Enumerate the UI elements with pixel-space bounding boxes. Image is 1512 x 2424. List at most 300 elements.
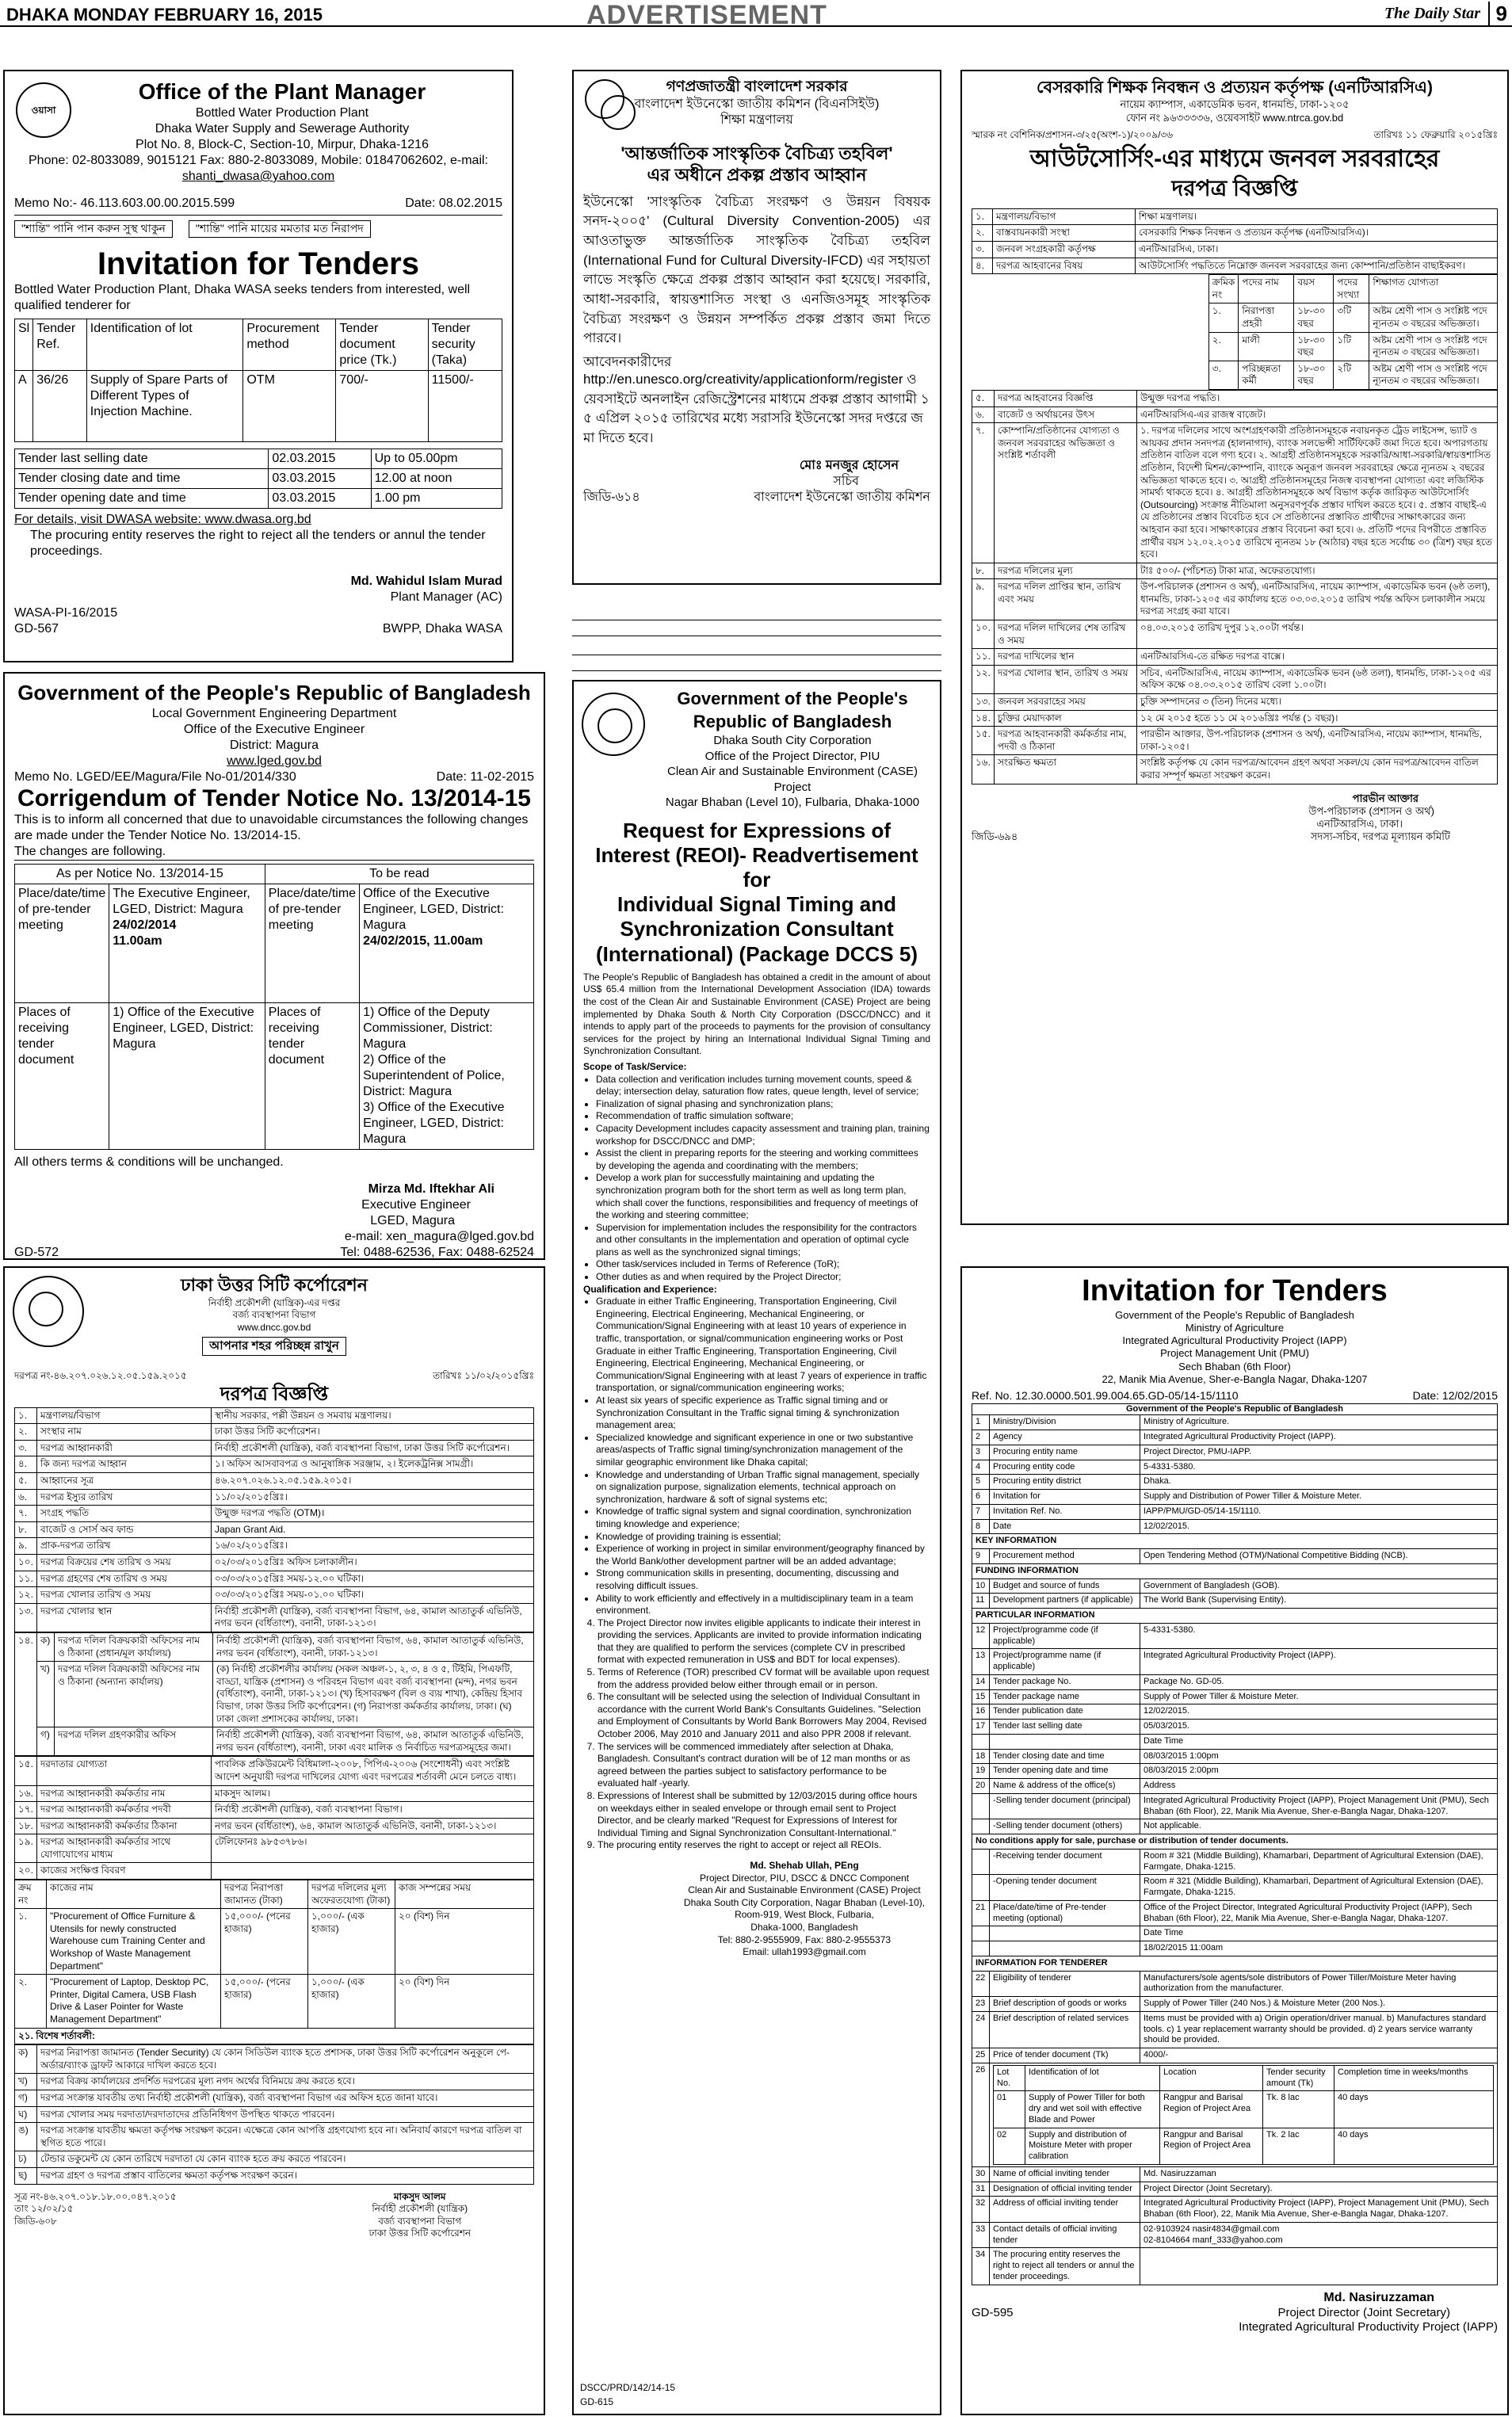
dncc-gd: জিডি-৬০৮ xyxy=(14,2215,57,2227)
table-cell: ৫. xyxy=(972,390,995,407)
table-row xyxy=(15,1603,534,1632)
table-cell: এনটিআরসিএ-এর রাজস্ব বাজেট। xyxy=(1136,407,1497,423)
table-row xyxy=(972,1504,1498,1519)
table-cell: Package No. GD-05. xyxy=(1140,1674,1498,1689)
ntrca-posts xyxy=(1208,274,1498,390)
table-cell: দরপত্র দাখিলের স্থান xyxy=(994,649,1136,666)
table-cell: ১৫,০০০/- (পনের হাজার) xyxy=(221,1975,308,2028)
table-cell xyxy=(212,1863,534,1880)
table-cell: 23 xyxy=(972,1997,990,2012)
table-row xyxy=(972,1704,1498,1720)
table-row xyxy=(972,2063,1498,2166)
table-cell: Project/programme code (if applicable) xyxy=(990,1623,1140,1649)
table-row xyxy=(15,1521,534,1538)
table-cell: Address xyxy=(1140,1779,1498,1794)
unesco-signer: মোঃ মনজুর হোসেন xyxy=(799,458,899,472)
table-cell: 32 xyxy=(972,2197,990,2223)
table-cell: ১. xyxy=(1208,303,1239,332)
ntrca-signer: পারভীন আক্তার xyxy=(1352,792,1418,804)
table-cell: ক্রমিক নং xyxy=(1208,275,1239,303)
table-cell: Not applicable. xyxy=(1140,1819,1498,1834)
table-cell: 34 xyxy=(972,2248,990,2285)
wasa-slogan: "শান্তি" পানি পান করুন সুস্থ থাকুন xyxy=(14,220,173,238)
dncc-heading: দরপত্র বিজ্ঞপ্তি xyxy=(220,1384,329,1406)
page-number: 9 xyxy=(1488,2,1507,26)
table-row xyxy=(972,2011,1498,2048)
dscc-gd: GD-615 xyxy=(580,2396,614,2408)
ntrca-gd: জিডি-৬৯৪ xyxy=(972,830,1018,843)
table-cell: নির্বাহী প্রকৌশলী (যান্ত্রিক), বর্জ্য ব্যবস্থাপনা বিভাগ, ঢাকা উত্তর সিটি কর্পোরেশন। xyxy=(212,1440,534,1456)
table-cell: ১৬/০২/২০১৫খ্রিঃ। xyxy=(212,1538,534,1555)
table-cell: ৮. xyxy=(15,1521,37,1538)
table-row xyxy=(15,1506,534,1522)
lged-gd: GD-572 xyxy=(14,1246,59,1259)
dscc-signer-city: Dhaka-1000, Bangladesh xyxy=(750,1921,858,1933)
table-cell: কোম্পানি/প্রতিষ্ঠানের যোগ্যতা ও জনবল সরবরাহের অভিজ্ঞতা ও সংশ্লিষ্ট শর্তাবলী xyxy=(994,423,1136,563)
table-cell: আউটসোর্সিং পদ্ধতিতে নিম্নোক্ত জনবল সরবরাহের জন্য কোম্পানি/প্রতিষ্ঠান বাছাইকরণ। xyxy=(1136,258,1498,274)
table-cell: Project Director (Joint Secretary). xyxy=(1140,2182,1498,2197)
dscc-signer-email[interactable]: Email: ullah1993@gmail.com xyxy=(743,1946,866,1958)
wasa-line: Plot No. 8, Block-C, Section-10, Mirpur, Dhaka-1216 xyxy=(136,138,429,151)
table-row xyxy=(15,2167,534,2184)
dncc-signer: মাকসুদ আলম xyxy=(393,2190,446,2202)
table-cell: ১৩. xyxy=(15,1603,37,1632)
table-row xyxy=(15,1587,534,1604)
table-cell: পাবলিক প্রকিউরমেন্ট বিধিমালা-২০০৮, পিপিএ-২০০৬ (সংশোধনী) এবং সংশ্লিষ্ট আদেশ অনুযায়ী দরপত্র দাখিলের যোগ্য এবং দরপত্রের শর্তাবলী মেনে চলতে বাধ্য। xyxy=(212,1757,534,1785)
table-cell xyxy=(972,1793,990,1819)
dncc-office: নির্বাহী প্রকৌশলী (যান্ত্রিক)-এর দপ্তর xyxy=(208,1296,341,1308)
ntrca-memo: স্মারক নং বেশিনিক/প্রশাসন-৩/২৫(অংশ-১)/২০০৯/৩৬ xyxy=(972,128,1174,140)
table-cell: ১টি xyxy=(1334,332,1369,361)
table-row xyxy=(972,1875,1498,1901)
table-cell: 40 days xyxy=(1334,2091,1494,2128)
dncc-logo-icon xyxy=(13,1276,84,1347)
table-cell: দরপত্র দলিল প্রাপ্তির স্থান, তারিখ এবং সময় xyxy=(994,579,1136,620)
table-row xyxy=(972,1578,1498,1594)
table-cell: Identification of lot xyxy=(1025,2065,1160,2091)
table-cell: দরপত্র খোলার সময় দরদাতা/দরদাতাদের প্রতিনিধিগণ উপস্থিত থাকতে পারবেন। xyxy=(37,2106,534,2123)
list-item: • Ability to work efficiently and effectively in a multidisciplinary team in a team environment. xyxy=(596,1593,930,1617)
table-cell: ১৮-৩০ বছর xyxy=(1294,332,1334,361)
table-cell: Open Tendering Method (OTM)/National Competitive Bidding (NCB). xyxy=(1140,1549,1498,1564)
table-cell: 18 xyxy=(972,1749,990,1764)
table-cell: নির্বাহী প্রকৌশলী (যান্ত্রিক), বর্জ্য ব্যবস্থাপনা বিভাগ, ৬৪, কামাল আতাতুর্ক এভিনিউ, নগর ভবন (বর্ধিতাংশ), বনানী, ঢাকা-১২১৩। xyxy=(212,1603,534,1632)
table-cell xyxy=(990,1926,1140,1941)
dncc-table xyxy=(14,1756,534,1880)
table-cell: সচিব, এনটিআরসিএ, নায়েম ক্যাম্পাস, একাডেমিক ভবন (৬ষ্ঠ তলা), ধানমন্ডি, ঢাকা-১২০৫ এর অফিস কক্ষে ০৪.০৩.২০১৫ তারিখ বেলা ১.০০টা। xyxy=(1136,665,1497,693)
table-cell: 14 xyxy=(972,1674,990,1689)
table-cell: Procurement method xyxy=(990,1549,1140,1564)
table-cell: মন্ত্রণালয়/বিভাগ xyxy=(993,208,1136,225)
table-cell: Brief description of goods or works xyxy=(990,1997,1140,2012)
list-item: • Knowledge and understanding of Urban Traffic signal management, specially on signalization purpose, signalization elements, technical approach on synchronization, hardware & soft of signal systems etc; xyxy=(596,1469,930,1506)
list-item: • Data collection and verification includes turning movement counts, speed & delay; intersection delay, saturation flow rates, queue length, level of service; xyxy=(596,1074,930,1098)
table-cell: 33 xyxy=(972,2222,990,2248)
table-cell: 02 xyxy=(994,2128,1025,2164)
table-row xyxy=(972,1779,1498,1794)
list-item: 9. The procuring entity reserves the right to accept or reject all REOIs. xyxy=(598,1839,930,1852)
divider xyxy=(572,670,941,671)
ntrca-subheading: দরপত্র বিজ্ঞপ্তি xyxy=(1171,175,1298,200)
table-cell: Address of official inviting tender xyxy=(990,2197,1140,2223)
unesco-ministry: শিক্ষা মন্ত্রণালয় xyxy=(720,113,793,127)
table-cell: 12/02/2015. xyxy=(1140,1704,1498,1720)
table-cell: মালী xyxy=(1239,332,1294,361)
wasa-logo: ওয়াসা xyxy=(16,82,71,138)
table-row xyxy=(972,2248,1498,2285)
table-cell: Date Time xyxy=(1140,1734,1498,1749)
table-cell: 30 xyxy=(972,2166,990,2182)
table-cell: দরপত্র আহ্বানকারী কর্মকর্তার ঠিকানা xyxy=(37,1818,212,1834)
table-cell: ১০. xyxy=(972,620,995,649)
iapp-signer-org: Integrated Agricultural Productivity Project (IAPP) xyxy=(1239,2320,1498,2334)
table-row xyxy=(994,2091,1494,2128)
table-cell: ১৮. xyxy=(15,1818,37,1834)
table-cell: দরপত্র নিরাপত্তা জামানত (Tender Security) যে কোন সিডিউল ব্যাংক হতে প্রশাসক, ঢাকা উত্তর সিটি কর্পোরেশন অনুকূলে পে-অর্ডার/ব্যাংক ড্রাফট আকারে দাখিল করতে হবে। xyxy=(37,2045,534,2074)
list-item: • Other task/services included in Terms of Reference (ToR); xyxy=(596,1258,930,1271)
wasa-slogan: "শান্তি" পানি মায়ের মমতার মত নিরাপদ xyxy=(189,220,371,238)
table-cell: দরপত্র আহ্বানকারী xyxy=(37,1440,212,1456)
table-cell: Supply of Power Tiller for both dry and wet soil with effective Blade and Power xyxy=(1025,2091,1160,2128)
table-cell: Ministry/Division xyxy=(990,1415,1140,1430)
table-cell: 22 xyxy=(972,1971,990,1997)
table-cell: ১৮-৩০ বছর xyxy=(1294,361,1334,389)
table-row xyxy=(972,1674,1498,1689)
table-cell: 12/02/2015. xyxy=(1140,1519,1498,1534)
dncc-signer-dept: বর্জ্য ব্যবস্থাপনা বিভাগ xyxy=(378,2215,462,2227)
table-cell: ১৬. xyxy=(972,755,995,784)
table-cell: গ) xyxy=(15,2090,37,2106)
table-cell: ক) xyxy=(15,2045,37,2074)
table-row xyxy=(15,1975,534,2028)
dscc-position: Individual Signal Timing and Synchronization Consultant (International) (Package DCCS 5) xyxy=(596,892,918,966)
table-cell: Tender publication date xyxy=(990,1704,1140,1720)
table-row xyxy=(972,1415,1498,1430)
table-cell: ৭. xyxy=(15,1506,37,1522)
table-row xyxy=(15,1555,534,1571)
list-item: • Experience of working in project in similar environment/geography financed by the World Bank/other development partner will be an added advantage; xyxy=(596,1543,930,1567)
header-section: ADVERTISEMENT xyxy=(586,0,827,30)
table-cell xyxy=(972,1926,990,1941)
table-row xyxy=(972,694,1498,711)
wasa-heading: Invitation for Tenders xyxy=(97,246,419,281)
table-cell: The World Bank (Supervising Entity). xyxy=(1140,1594,1498,1609)
table-cell: 5 xyxy=(972,1475,990,1490)
table-cell: Supply and distribution of Moisture Meter with proper calibration xyxy=(1025,2128,1160,2164)
lged-signer-org: LGED, Magura xyxy=(370,1214,455,1227)
table-row xyxy=(972,1490,1498,1505)
table-cell: Tender package No. xyxy=(990,1674,1140,1689)
unesco-gd: জিডি-৬১৪ xyxy=(583,490,640,504)
table-row xyxy=(15,1440,534,1456)
table-cell: Tender opening date and time xyxy=(990,1764,1140,1779)
table-cell xyxy=(972,1849,990,1875)
table-cell: দরপত্র নিরাপত্তা জামানত (টাকা) xyxy=(221,1880,308,1909)
table-cell: Project/programme name (if applicable) xyxy=(990,1649,1140,1675)
list-item: • Capacity Development includes capacity assessment and training plan, training workshop for DSCC/DNCC and DMP; xyxy=(596,1123,930,1147)
table-cell: Lot No. xyxy=(994,2065,1025,2091)
table-row xyxy=(15,2074,534,2090)
table-cell: বাস্তবায়নকারী সংস্থা xyxy=(993,225,1136,242)
table-cell: 13 xyxy=(972,1649,990,1675)
dscc-scope-heading: Scope of Task/Service: xyxy=(583,1060,687,1072)
table-cell: Price of tender document (Tk) xyxy=(990,2048,1140,2063)
table-cell: ১৬. xyxy=(15,1785,37,1802)
table-cell: ২০ (বিশ) দিন xyxy=(395,1909,534,1975)
table-cell: Supply of Power Tiller (240 Nos.) & Moisture Meter (200 Nos.). xyxy=(1140,1997,1498,2012)
table-row xyxy=(972,1689,1498,1704)
table-cell: ঢাকা উত্তর সিটি কর্পোরেশন। xyxy=(212,1424,534,1441)
list-item: • Finalization of signal phasing and synchronization plans; xyxy=(596,1098,930,1111)
table-cell: ৩. xyxy=(1208,361,1239,389)
list-item: • Knowledge of providing training is essential; xyxy=(596,1531,930,1544)
dncc-memo: দরপত্র নং-৪৬.২০৭.০২৬.১২.০৫.১৫৯.২০১৫ xyxy=(14,1369,187,1381)
table-cell: সংশ্লিষ্ট কর্তৃপক্ষ যে কোন দরপত্র/আবেদন গ্রহণ অথবা সকল/যে কোন দরপত্র/আবেদন বাতিল করার সম্পূর্ণ ক্ষমতা সংরক্ষণ করেন। xyxy=(1136,755,1497,784)
ad-ntrca xyxy=(960,70,1509,1225)
table-row xyxy=(972,1819,1498,1834)
table-row xyxy=(15,1785,534,1802)
table-row xyxy=(15,2151,534,2168)
table-cell: 20 xyxy=(972,1779,990,1794)
unesco-url[interactable]: http://en.unesco.org/creativity/applicationform/register ওয়েবসাইটে অনলাইন রেজিস্ট্রেশনের মাধ্যমে প্রকল্প প্রস্তাব আগামী ১৫ এপ্রিল ২০১৫ তারিখের মধ্যে সরাসরি ইউনেস্কো সদর দপ্তরে জমা দিতে হবে। xyxy=(583,372,930,446)
table-cell: Integrated Agricultural Productivity Project (IAPP), Project Management Unit (PMU), Sech Bhaban (6th Floor), 22, Manik Mia Avenue, Sher-e-Bangla Nagar, Dhaka-1207. xyxy=(1140,2197,1498,2223)
iapp-building: Sech Bhaban (6th Floor) xyxy=(1178,1360,1291,1372)
wasa-date: Date: 08.02.2015 xyxy=(405,197,502,210)
table-cell: খ) xyxy=(15,2074,37,2090)
lged-table: As per Notice No. 13/2014-15 To be read Place/date/time of pre-tender meeting The Executive Engineer, LGED, District: Magura 24/02/2014 11.00am Place/date/time of pre-tender meeting Office of the Executive Engineer, LGED, District: Magura 24/02/2015, 11.00am Places of receiving tender document 1) Office of the Executive Engineer, LGED, District: Magura Places of receiving tender document 1) Office of the Deputy Commissioner, District: Magura 2) Office of the Superintendent of Police, District: Magura 3) Office of the Executive Engineer, LGED, District: Magura xyxy=(14,864,534,1150)
lged-email[interactable]: e-mail: xen_magura@lged.gov.bd xyxy=(344,1230,534,1243)
table-cell: বেসরকারি শিক্ষক নিবন্ধন ও প্রত্যয়ন কর্তৃপক্ষ (এনটিআরসিএ)। xyxy=(1136,225,1498,242)
table-row xyxy=(972,1749,1498,1764)
table-cell: Dhaka. xyxy=(1140,1475,1498,1490)
table-cell: ১৩. xyxy=(972,694,995,711)
table-cell: পরিচ্ছন্নতা কর্মী xyxy=(1239,361,1294,389)
table-row xyxy=(15,2090,534,2106)
ntrca-signer-title: উপ-পরিচালক (প্রশাসন ও অর্থ) xyxy=(1308,804,1434,817)
table-row xyxy=(972,579,1498,620)
table-cell: দরপত্র আহ্বানকারী কর্মকর্তার পদবী xyxy=(37,1802,212,1819)
table-row xyxy=(15,1909,534,1975)
table-cell: ২০ (বিশ) দিন xyxy=(395,1975,534,2028)
table-cell: নির্বাহী প্রকৌশলী (যান্ত্রিক), বর্জ্য ব্যবস্থাপনা বিভাগ। xyxy=(212,1802,534,1819)
table-row xyxy=(972,1460,1498,1475)
table-row xyxy=(15,1818,534,1834)
table-cell: Tk. 2 lac xyxy=(1263,2128,1334,2164)
table-cell: 4 xyxy=(972,1460,990,1475)
table-cell: ৪. xyxy=(15,1456,37,1473)
table-cell: 17 xyxy=(972,1720,990,1735)
table-cell xyxy=(972,1875,990,1901)
table-cell: প্রাক-দরপত্র তারিখ xyxy=(37,1538,212,1555)
iapp-ministry: Ministry of Agriculture xyxy=(1185,1321,1285,1334)
section-heading: KEY INFORMATION xyxy=(972,1534,1498,1549)
lged-heading: Corrigendum of Tender Notice No. 13/2014-15 xyxy=(17,784,531,811)
table-cell: দরপত্র দলিলের মূল্য xyxy=(994,563,1136,579)
table-row xyxy=(1208,332,1497,361)
table-cell: ৬. xyxy=(15,1489,37,1506)
list-item: • Supervision for implementation includes the responsibility for the contractors and other consultants in the implementation and operation of optimal cycle plans as well as the synchronized signal timings; xyxy=(596,1222,930,1259)
table-cell: দরদাতার যোগ্যতা xyxy=(37,1757,212,1785)
table-row xyxy=(972,1900,1498,1926)
table-section xyxy=(972,1534,1498,1549)
table-cell: ১১. xyxy=(972,649,995,666)
wasa-title: Office of the Plant Manager xyxy=(138,79,426,104)
table-cell: 18/02/2015 11:00am xyxy=(1140,1941,1498,1956)
newspaper-logo: The Daily Star xyxy=(1384,5,1480,22)
unesco-signer-title: সচিব xyxy=(833,474,859,488)
wasa-line: Bottled Water Production Plant xyxy=(195,106,369,120)
table-cell: দরপত্র সংক্রান্ত যাবতীয় তথ্য নির্বাহী প্রকৌশলী (যান্ত্রিক), বর্জ্য ব্যবস্থাপনা বিভাগ এর অফিস হতে জানা যাবে। xyxy=(37,2090,534,2106)
table-cell: Integrated Agricultural Productivity Project (IAPP), Project Management Unit (PMU), Sech Bhaban (6th Floor), 22, Manik Mia Avenue, Sher-e-Bangla Nagar, Dhaka-1207. xyxy=(1140,1793,1498,1819)
dscc-signer: Md. Shehab Ullah, PEng xyxy=(750,1859,859,1871)
table-row xyxy=(994,2128,1494,2164)
dncc-signer-org: ঢাকা উত্তর সিটি কর্পোরেশন xyxy=(368,2227,471,2239)
wasa-website[interactable]: For details, visit DWASA website: www.dwasa.org.bd xyxy=(14,512,311,526)
table-cell: নগর ভবন (বর্ধিতাংশ), ৬৪, কামাল আতাতুর্ক এভিনিউ, বনানী, ঢাকা-১২১৩। xyxy=(212,1818,534,1834)
table-cell: দরপত্র খোলার স্থান, তারিখ ও সময় xyxy=(994,665,1136,693)
table-cell: দরপত্র সংক্রান্ত যাবতীয় ক্ষমতা কর্তৃপক্ষ সংরক্ষণ করেন। এক্ষেত্রে কোন আপত্তি গ্রহণযোগ্য হবে না। অনিবার্য কারণে দরপত্র বাতিল বা স্থগিত হতে পারে। xyxy=(37,2123,534,2151)
lged-memo: Memo No. LGED/EE/Magura/File No-01/2014/330 xyxy=(14,769,296,784)
govt-emblem-icon xyxy=(585,79,624,119)
list-item: • Develop a work plan for successfully maintaining and updating the synchronization program both for the short term as well as long term plan, which shall cover the functions, responsibilities and frequency of meetings of the working and steering committee; xyxy=(596,1172,930,1221)
table-cell: Room # 321 (Middle Building), Khamarbari, Department of Agricultural Extension (DAE), Farmgate, Dhaka-1215. xyxy=(1140,1849,1498,1875)
table-row xyxy=(972,1941,1498,1956)
table-row xyxy=(15,1473,534,1490)
table-cell: টেন্ডার ডকুমেন্ট যে কোন তারিখে দরদাতা যে কোন ব্যাংক হতে ক্রয় করতে পারবেন। xyxy=(37,2151,534,2168)
table-row xyxy=(15,1834,534,1863)
table-cell: দরপত্র দলিল দাখিলের শেষ তারিখ ও সময় xyxy=(994,620,1136,649)
lged-district: District: Magura xyxy=(229,738,319,752)
dncc-website[interactable]: www.dncc.gov.bd xyxy=(237,1321,311,1333)
table-cell: ১,০০০/- (এক হাজার) xyxy=(308,1909,395,1975)
table-cell: 11 xyxy=(972,1594,990,1609)
iapp-table-title: Government of the People's Republic of Bangladesh xyxy=(972,1403,1498,1415)
section-heading: INFORMATION FOR TENDERER xyxy=(972,1956,1498,1971)
table-cell: ৯. xyxy=(972,579,995,620)
table-cell: Contact details of official inviting tender xyxy=(990,2222,1140,2248)
table-cell: ২০. xyxy=(15,1863,37,1880)
iapp-signer: Md. Nasiruzzaman xyxy=(1323,2290,1434,2304)
table-row xyxy=(15,1757,534,1785)
unesco-org: বাংলাদেশ ইউনেস্কো জাতীয় কমিশন (বিএনসিইউ) xyxy=(634,97,880,111)
table-cell: ১৫. xyxy=(972,727,995,755)
dncc-date: তারিখঃ ১১/০২/২০১৫খ্রিঃ xyxy=(433,1369,534,1381)
list-item: 4. The Project Director now invites eligible applicants to indicate their interest in providing the services. Applicants are invited to provide information indicating that they are qualified to perform the services (complete CV in prescribed format with expected remuneration in US$ and BDT for local expenses). xyxy=(598,1617,930,1666)
table-cell: চ) xyxy=(15,2151,37,2168)
dncc-conditions-heading: ২১. বিশেষ শর্তাবলী: xyxy=(14,2029,534,2045)
dncc-slogan: আপনার শহর পরিচ্ছন্ন রাখুন xyxy=(202,1337,346,1356)
wasa-intro: Bottled Water Production Plant, Dhaka WASA seeks tenders from interested, well qualified tenderer for xyxy=(14,282,471,312)
table-cell: 12 xyxy=(972,1623,990,1649)
table-cell: সংগ্রহ পদ্ধতি xyxy=(37,1506,212,1522)
unesco-govt: গণপ্রজাতন্ত্রী বাংলাদেশ সরকার xyxy=(666,78,848,95)
table-cell: Integrated Agricultural Productivity Project (IAPP). xyxy=(1140,1430,1498,1445)
iapp-table xyxy=(972,1414,1498,2285)
table-cell: এনটিআরসিএ-তে রক্ষিত দরপত্র বাক্সে। xyxy=(1136,649,1497,666)
table-cell xyxy=(1140,2248,1498,2285)
table-cell: দরপত্র বিক্রয় কার্যালয়ের প্রদর্শিত দরপত্রের মূল্য নগদ অর্থের বিনিময়ে ক্রয় করতে হবে। xyxy=(37,2074,534,2090)
table-cell: বাজেট ও সোর্স অব ফান্ড xyxy=(37,1521,212,1538)
table-cell: মাকসুদ আলম। xyxy=(212,1785,534,1802)
table-cell: ১২ মে ২০১৫ হতে ১১ মে ২০১৬খ্রিঃ পর্যন্ত (১ বছর)। xyxy=(1136,710,1497,727)
table-cell: ১২. xyxy=(15,1587,37,1604)
table-row xyxy=(972,1623,1498,1649)
table-row xyxy=(972,620,1498,649)
table-row xyxy=(972,2197,1498,2223)
table-row xyxy=(972,1997,1498,2012)
lged-dept: Local Government Engineering Department xyxy=(151,706,397,720)
header-dateline: DHAKA MONDAY FEBRUARY 16, 2015 xyxy=(6,5,323,25)
table-cell: 2 xyxy=(972,1430,990,1445)
table-cell: ৭. xyxy=(972,423,995,563)
wasa-line: Dhaka Water Supply and Sewerage Authority xyxy=(155,122,410,136)
iapp-address: 22, Manik Mia Avenue, Sher-e-Bangla Nagar, Dhaka-1207 xyxy=(1102,1372,1368,1385)
dscc-signer-address: Dhaka South City Corporation, Nagar Bhaban (Level-10), Room-919, West Block, Fulbaria, xyxy=(683,1896,926,1921)
unesco-apply: আবেদনকারীদের xyxy=(583,353,672,369)
table-cell: ১১. xyxy=(15,1571,37,1587)
table-cell: Procuring entity name xyxy=(990,1445,1140,1460)
table-cell: দরপত্র গ্রহণ ও দরপত্র প্রস্তাব বাতিলের ক্ষমতা কর্তৃপক্ষ সংরক্ষণ করেন। xyxy=(37,2167,534,2184)
table-cell: Government of Bangladesh (GOB). xyxy=(1140,1578,1498,1594)
table-cell: চুক্তির মেয়াদকাল xyxy=(994,710,1136,727)
table-cell: জনবল সংগ্রহকারী কর্তৃপক্ষ xyxy=(993,242,1136,258)
table-cell: চুক্তি সম্পাদনের ৩ (তিন) দিনের মধ্যে। xyxy=(1136,694,1497,711)
table-cell: জনবল সরবরাহের সময় xyxy=(994,694,1136,711)
ad-dscc xyxy=(572,680,941,2415)
table-cell: ক্রম নং xyxy=(15,1880,47,1909)
table-cell: কাজের সংক্ষিপ্ত বিবরণ xyxy=(37,1863,212,1880)
table-cell: সংরক্ষিত ক্ষমতা xyxy=(994,755,1136,784)
table-cell: Name & address of the office(s) xyxy=(990,1779,1140,1794)
table-cell: The procuring entity reserves the right to reject all tenders or annul the tender proceedings. xyxy=(990,2248,1140,2285)
table-row xyxy=(15,1489,534,1506)
table-cell: ২. xyxy=(15,1424,37,1441)
lged-signer-title: Executive Engineer xyxy=(361,1198,471,1212)
table-cell: 1 xyxy=(972,1415,990,1430)
wasa-memo: Memo No:- 46.113.603.00.00.2015.599 xyxy=(14,197,235,210)
table-row xyxy=(972,665,1498,693)
table-cell: ০৩/০৩/২০১৫খ্রিঃ সময়-০১.০০ ঘটিকা। xyxy=(212,1587,534,1604)
list-item: • Graduate in either Traffic Engineering, Transportation Engineering, Civil Engineering, Electrical Engineering, Mechanical Engineering, or Communication/Signal Engineering with at least 10 years of experience in traffic, transportation, or signal/communication engineering works or Post Graduate in either Traffic Engineering, Transportation Engineering, Civil Engineering, Electrical Engineering, Mechanical Engineering, or Communication/Signal Engineering with at least 7 years of experience in traffic transportation, or signal/communication engineering works; xyxy=(596,1296,930,1395)
iapp-heading: Invitation for Tenders xyxy=(1082,1274,1388,1307)
list-item: • Strong communication skills in presenting, documenting, discussing and resolving difficult issues. xyxy=(596,1567,930,1592)
table-cell: 19 xyxy=(972,1764,990,1779)
table-cell: Project Director, PMU-IAPP. xyxy=(1140,1445,1498,1460)
list-item: • Specialized knowledge and significant experience in one or two substantive areas/aspects of Traffic signal timing/synchronization management of the similar geographic environment like Dhaka capital; xyxy=(596,1432,930,1469)
wasa-signer-org: BWPP, Dhaka WASA xyxy=(382,621,502,636)
wasa-signer: Md. Wahidul Islam Murad xyxy=(350,574,502,588)
table-cell: 7 xyxy=(972,1504,990,1519)
dncc-ref-date: তাং ১২/০২/১৫ xyxy=(14,2203,74,2215)
table-row xyxy=(972,1720,1498,1735)
list-item: 5. Terms of Reference (TOR) prescribed CV format will be available upon request from the address provided below either through email or in person. xyxy=(598,1666,930,1691)
wasa-dates: Tender last selling date 02.03.2015 Up to 05.00pm Tender closing date and time 03.03.2015 12.00 at noon Tender opening date and time 03.03.2015 1.00 pm xyxy=(14,449,502,509)
table-cell: ৩. xyxy=(15,1440,37,1456)
unesco-subheading: এর অধীনে প্রকল্প প্রস্তাব আহ্বান xyxy=(647,165,867,185)
lged-website[interactable]: www.lged.gov.bd xyxy=(227,754,322,768)
table-cell: "Procurement of Laptop, Desktop PC, Printer, Digital Camera, USB Flash Drive & Laser Pointer for Waste Management Department" xyxy=(47,1975,221,2028)
list-item: 6. The consultant will be selected using the selection of Individual Consultant in accordance with the current World Bank's Consultants Guidelines. "Selection and Employment of Consultants by World Bank Borrowers May 2004, Revised October 2006, May 2010 and January 2011 and also PPR 2008 if relevant. xyxy=(598,1691,930,1740)
unesco-body: ইউনেস্কো 'সাংস্কৃতিক বৈচিত্র্য সংরক্ষণ ও উন্নয়ন বিষয়ক সনদ-২০০৫' (Cultural Diversity Convention-2005) এর আওতাভুক্ত আন্তর্জাতিক সাংস্কৃতিক বৈচিত্র্য তহবিল (International Fund for Cultural Diversity-IFCD) এর সহায়তা লাভে সংস্কৃতি ক্ষেত্রে প্রকল্প প্রস্তাব আহ্বান করা হয়েছে। সরকারি, আধা-সরকারি, স্বায়ত্তশাসিত সংস্থা ও এনজিওসমূহ সাংস্কৃতিক বৈচিত্র্য সংরক্ষণ ও উন্নয়ন সম্পর্কিত প্রকল্প প্রস্তাব জমা দিতে পারবে। xyxy=(583,193,930,346)
table-cell: উন্মুক্ত দরপত্র পদ্ধতি (OTM)। xyxy=(212,1506,534,1522)
dscc-qual xyxy=(583,1296,930,1617)
table-row xyxy=(972,1849,1498,1875)
table-cell: Tk. 8 lac xyxy=(1263,2091,1334,2128)
table-row xyxy=(972,727,1498,755)
dscc-scope xyxy=(583,1074,930,1284)
table-cell: স্থানীয় সরকার, পল্লী উন্নয়ন ও সমবায় মন্ত্রণালয়। xyxy=(212,1407,534,1424)
table-cell: 15 xyxy=(972,1689,990,1704)
